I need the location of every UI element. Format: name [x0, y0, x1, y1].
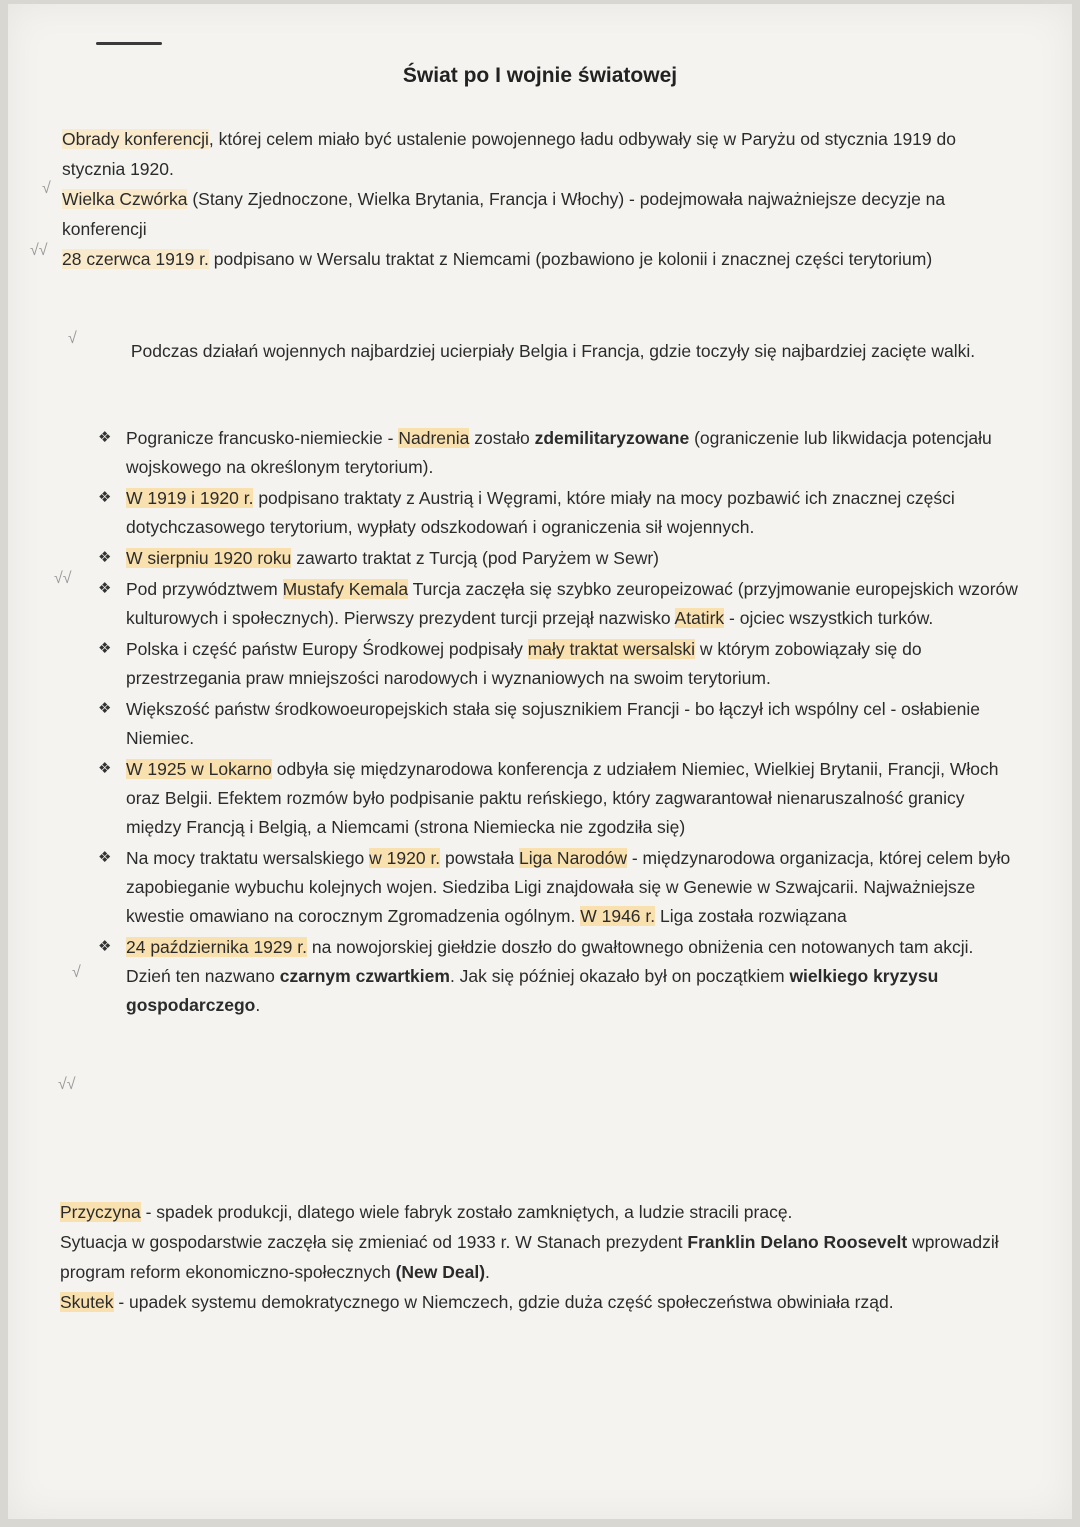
intro-paragraph	[62, 184, 1012, 244]
text: (Stany Zjednoczone, Wielka Brytania, Francja i Włochy) - podejmowała najważniejsze decyzje na konferencji	[62, 189, 946, 239]
bullet-diamond-icon: ❖	[98, 549, 112, 566]
text: Liga została rozwiązana	[655, 906, 847, 926]
check-mark-icon: √	[42, 180, 51, 197]
text: , której celem miało być ustalenie powojennego ładu odbywały się w Paryżu od stycznia 1919 do stycznia 1920.	[62, 129, 956, 179]
highlight: Mustafy Kemala	[282, 579, 409, 599]
text: Pogranicze francusko-niemieckie -	[126, 428, 399, 448]
document-page	[8, 4, 1072, 1519]
text: zostało	[469, 428, 535, 448]
highlight: 24 października 1929 r.	[126, 937, 307, 957]
highlight: W 1946 r.	[580, 906, 656, 926]
text: Turcja zaczęła się szybko zeuropeizować (przyjmowanie europejskich wzorów kulturowych i społecznych). Pierwszy prezydent turcji przejął nazwisko	[126, 579, 1018, 628]
outro-paragraph	[60, 1197, 1020, 1227]
highlight: mały traktat wersalski	[527, 639, 695, 659]
bold-text: zdemilitaryzowane	[534, 428, 690, 448]
text: na nowojorskiej giełdzie doszło do gwałtownego obniżenia cen notowanych tam akcji. Dzień ten nazwano	[126, 937, 974, 986]
highlight: Nadrenia	[398, 428, 470, 448]
list-item	[92, 424, 1022, 482]
bullet-diamond-icon: ❖	[98, 760, 112, 777]
highlight: 28 czerwca 1919 r.	[62, 249, 209, 269]
text: Na mocy traktatu wersalskiego	[126, 848, 370, 868]
bullet-diamond-icon: ❖	[98, 849, 112, 866]
text: Większość państw środkowoeuropejskich stała się sojusznikiem Francji - bo łączył ich wspólny cel - osłabienie Niemiec.	[126, 699, 980, 748]
check-mark-icon: √√	[58, 1076, 76, 1093]
list-item	[92, 575, 1022, 633]
center-paragraph: Podczas działań wojennych najbardziej ucierpiały Belgia i Francja, gdzie toczyły się najbardziej zacięte walki.	[130, 341, 976, 361]
top-dash-mark	[96, 42, 162, 45]
list-item	[92, 755, 1022, 842]
text: - spadek produkcji, dlatego wiele fabryk zostało zamkniętych, a ludzie stracili pracę.	[140, 1202, 793, 1222]
bold-text: czarnym czwartkiem	[279, 966, 450, 986]
text: podpisano traktaty z Austrią i Węgrami, które miały na mocy pozbawić ich znacznej części dotychczasowego terytorium, wypłaty odszkodowań i ograniczenia sił wojennych.	[126, 488, 955, 537]
list-item	[92, 484, 1022, 542]
bullet-diamond-icon: ❖	[98, 489, 112, 506]
highlight: Liga Narodów	[518, 848, 627, 868]
outro-section	[60, 1197, 1020, 1317]
text: .	[255, 995, 261, 1015]
bullet-diamond-icon: ❖	[98, 938, 112, 955]
text: zawarto traktat z Turcją (pod Paryżem w Sewr)	[291, 548, 659, 568]
bullet-diamond-icon: ❖	[98, 700, 112, 717]
list-item	[92, 844, 1022, 931]
text: Polska i część państw Europy Środkowej podpisały	[126, 639, 528, 659]
highlight: W sierpniu 1920 roku	[126, 548, 292, 568]
text: w którym zobowiązały się do przestrzegania praw mniejszości narodowych i wyznaniowych na swoim terytorium.	[126, 639, 922, 688]
highlight: Przyczyna	[60, 1202, 141, 1222]
list-item	[92, 635, 1022, 693]
list-item	[92, 695, 1022, 753]
intro-paragraph	[62, 124, 1012, 184]
list-item	[92, 544, 1022, 573]
bullet-list	[92, 424, 1022, 1022]
highlight: w 1920 r.	[369, 848, 441, 868]
outro-paragraph	[60, 1227, 1020, 1287]
bold-text: Franklin Delano Roosevelt	[687, 1232, 908, 1252]
highlight: W 1919 i 1920 r.	[126, 488, 254, 508]
highlight: Wielka Czwórka	[62, 189, 188, 209]
highlight: W 1925 w Lokarno	[126, 759, 272, 779]
check-mark-icon: √√	[30, 242, 48, 259]
text: - upadek systemu demokratycznego w Niemczech, gdzie duża część społeczeństwa obwiniała rząd.	[113, 1292, 894, 1312]
intro-paragraph	[62, 244, 1012, 274]
text: .	[485, 1262, 490, 1282]
outro-paragraph	[60, 1287, 1020, 1317]
text: - ojciec wszystkich turków.	[724, 608, 934, 628]
highlight: Obrady konferencji	[62, 129, 209, 149]
text: powstała	[440, 848, 519, 868]
text: Pod przywództwem	[126, 579, 283, 599]
bold-text: wielkiego kryzysu gospodarczego	[126, 966, 939, 1015]
highlight: Skutek	[60, 1292, 114, 1312]
bullet-diamond-icon: ❖	[98, 640, 112, 657]
bold-text: (New Deal)	[395, 1262, 486, 1282]
text: . Jak się później okazało był on początkiem	[449, 966, 790, 986]
text: - międzynarodowa organizacja, której celem było zapobieganie wybuchu kolejnych wojen. Siedziba Ligi znajdowała się w Genewie w Szwajcarii. Najważniejsze kwestie omawiano na corocznym Zgromadzenia ogólnym.	[126, 848, 1011, 926]
text: wprowadził program reform ekonomiczno-społecznych	[60, 1232, 999, 1282]
highlight: Atatirk	[674, 608, 725, 628]
text: podpisano w Wersalu traktat z Niemcami (pozbawiono je kolonii i znacznej części terytorium)	[208, 249, 933, 269]
intro-section	[62, 124, 1012, 274]
list-item	[92, 933, 1022, 1020]
text: odbyła się międzynarodowa konferencja z udziałem Niemiec, Wielkiej Brytanii, Francji, Włoch oraz Belgii. Efektem rozmów było podpisanie paktu reńskiego, który zagwarantował nienaruszalność granicy między Francją i Belgią, a Niemcami (strona Niemiecka nie zgodziła się)	[126, 759, 999, 837]
check-mark-icon: √	[68, 330, 77, 347]
page-title: Świat po I wojnie światowej	[402, 64, 678, 87]
text: Sytuacja w gospodarstwie zaczęła się zmieniać od 1933 r. W Stanach prezydent	[60, 1232, 688, 1252]
text: (ograniczenie lub likwidacja potencjału wojskowego na określonym terytorium).	[126, 428, 992, 477]
bullet-diamond-icon: ❖	[98, 580, 112, 597]
check-mark-icon: √	[72, 964, 81, 981]
check-mark-icon: √√	[54, 570, 72, 587]
bullet-diamond-icon: ❖	[98, 429, 112, 446]
